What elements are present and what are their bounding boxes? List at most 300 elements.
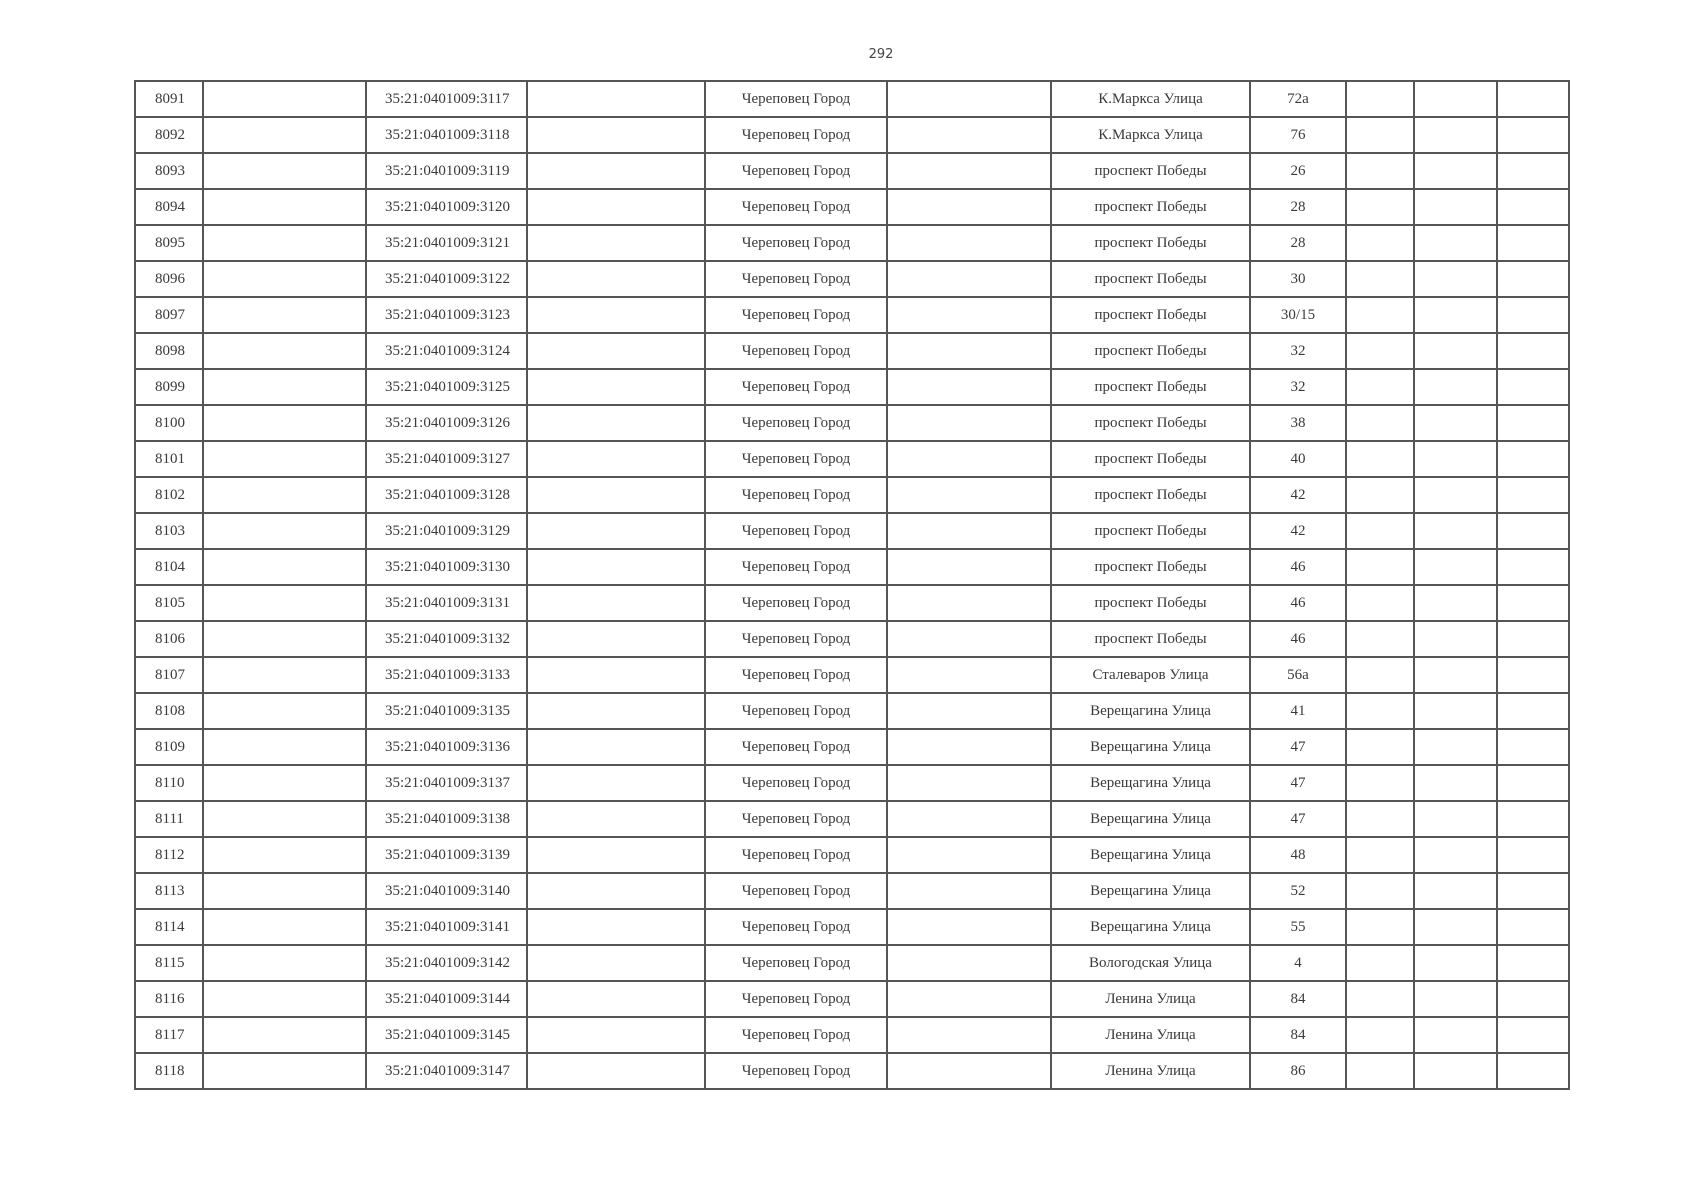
empty-cell xyxy=(1497,549,1569,585)
empty-cell xyxy=(203,261,366,297)
cadastral-number-cell: 35:21:0401009:3125 xyxy=(366,369,527,405)
empty-cell xyxy=(887,1053,1051,1089)
empty-cell xyxy=(203,297,366,333)
empty-cell xyxy=(1346,1017,1414,1053)
row-number-cell: 8098 xyxy=(135,333,203,369)
table-row xyxy=(135,189,1569,225)
empty-cell xyxy=(1346,369,1414,405)
city-cell: Череповец Город xyxy=(705,765,887,801)
street-cell: проспект Победы xyxy=(1051,441,1250,477)
cadastral-number-cell: 35:21:0401009:3139 xyxy=(366,837,527,873)
empty-cell xyxy=(1414,405,1497,441)
city-cell: Череповец Город xyxy=(705,873,887,909)
empty-cell xyxy=(1497,801,1569,837)
table-row xyxy=(135,693,1569,729)
empty-cell xyxy=(887,837,1051,873)
empty-cell xyxy=(1497,729,1569,765)
empty-cell xyxy=(1346,189,1414,225)
empty-cell xyxy=(887,261,1051,297)
cadastral-number-cell: 35:21:0401009:3131 xyxy=(366,585,527,621)
house-number-cell: 32 xyxy=(1250,333,1346,369)
house-number-cell: 40 xyxy=(1250,441,1346,477)
cadastral-number-cell: 35:21:0401009:3145 xyxy=(366,1017,527,1053)
empty-cell xyxy=(1497,873,1569,909)
row-number-cell: 8096 xyxy=(135,261,203,297)
empty-cell xyxy=(1497,621,1569,657)
empty-cell xyxy=(203,405,366,441)
empty-cell xyxy=(527,1053,705,1089)
house-number-cell: 30 xyxy=(1250,261,1346,297)
row-number-cell: 8103 xyxy=(135,513,203,549)
empty-cell xyxy=(1414,333,1497,369)
cadastral-number-cell: 35:21:0401009:3136 xyxy=(366,729,527,765)
cadastral-number-cell: 35:21:0401009:3121 xyxy=(366,225,527,261)
empty-cell xyxy=(887,765,1051,801)
empty-cell xyxy=(1414,909,1497,945)
empty-cell xyxy=(1414,729,1497,765)
street-cell: Ленина Улица xyxy=(1051,1017,1250,1053)
empty-cell xyxy=(527,477,705,513)
empty-cell xyxy=(1414,585,1497,621)
street-cell: Верещагина Улица xyxy=(1051,801,1250,837)
street-cell: Ленина Улица xyxy=(1051,1053,1250,1089)
empty-cell xyxy=(1346,117,1414,153)
empty-cell xyxy=(1497,1017,1569,1053)
empty-cell xyxy=(203,909,366,945)
empty-cell xyxy=(1346,981,1414,1017)
cadastral-number-cell: 35:21:0401009:3120 xyxy=(366,189,527,225)
row-number-cell: 8114 xyxy=(135,909,203,945)
house-number-cell: 76 xyxy=(1250,117,1346,153)
empty-cell xyxy=(527,81,705,117)
empty-cell xyxy=(203,81,366,117)
house-number-cell: 47 xyxy=(1250,765,1346,801)
table-row xyxy=(135,477,1569,513)
empty-cell xyxy=(1346,837,1414,873)
row-number-cell: 8118 xyxy=(135,1053,203,1089)
empty-cell xyxy=(1414,657,1497,693)
empty-cell xyxy=(887,81,1051,117)
row-number-cell: 8106 xyxy=(135,621,203,657)
empty-cell xyxy=(1346,729,1414,765)
empty-cell xyxy=(1414,513,1497,549)
table-row xyxy=(135,441,1569,477)
empty-cell xyxy=(887,657,1051,693)
street-cell: Ленина Улица xyxy=(1051,981,1250,1017)
empty-cell xyxy=(887,369,1051,405)
city-cell: Череповец Город xyxy=(705,81,887,117)
empty-cell xyxy=(203,729,366,765)
row-number-cell: 8099 xyxy=(135,369,203,405)
empty-cell xyxy=(1346,549,1414,585)
empty-cell xyxy=(887,873,1051,909)
empty-cell xyxy=(203,225,366,261)
empty-cell xyxy=(887,909,1051,945)
house-number-cell: 84 xyxy=(1250,981,1346,1017)
city-cell: Череповец Город xyxy=(705,369,887,405)
house-number-cell: 41 xyxy=(1250,693,1346,729)
cadastral-number-cell: 35:21:0401009:3135 xyxy=(366,693,527,729)
street-cell: проспект Победы xyxy=(1051,261,1250,297)
row-number-cell: 8104 xyxy=(135,549,203,585)
street-cell: Верещагина Улица xyxy=(1051,873,1250,909)
city-cell: Череповец Город xyxy=(705,117,887,153)
empty-cell xyxy=(1497,981,1569,1017)
empty-cell xyxy=(527,441,705,477)
empty-cell xyxy=(527,405,705,441)
empty-cell xyxy=(1497,153,1569,189)
empty-cell xyxy=(887,729,1051,765)
table-row xyxy=(135,153,1569,189)
empty-cell xyxy=(527,117,705,153)
street-cell: проспект Победы xyxy=(1051,225,1250,261)
empty-cell xyxy=(1346,513,1414,549)
empty-cell xyxy=(527,1017,705,1053)
empty-cell xyxy=(203,657,366,693)
house-number-cell: 32 xyxy=(1250,369,1346,405)
street-cell: Верещагина Улица xyxy=(1051,729,1250,765)
table-row xyxy=(135,729,1569,765)
row-number-cell: 8113 xyxy=(135,873,203,909)
empty-cell xyxy=(1346,297,1414,333)
empty-cell xyxy=(887,549,1051,585)
empty-cell xyxy=(527,297,705,333)
empty-cell xyxy=(1346,477,1414,513)
empty-cell xyxy=(1346,585,1414,621)
city-cell: Череповец Город xyxy=(705,621,887,657)
empty-cell xyxy=(1414,477,1497,513)
cadastral-number-cell: 35:21:0401009:3144 xyxy=(366,981,527,1017)
table-row xyxy=(135,369,1569,405)
empty-cell xyxy=(203,837,366,873)
street-cell: проспект Победы xyxy=(1051,153,1250,189)
city-cell: Череповец Город xyxy=(705,693,887,729)
table-row xyxy=(135,333,1569,369)
city-cell: Череповец Город xyxy=(705,837,887,873)
house-number-cell: 48 xyxy=(1250,837,1346,873)
empty-cell xyxy=(203,765,366,801)
city-cell: Череповец Город xyxy=(705,1053,887,1089)
empty-cell xyxy=(1414,81,1497,117)
empty-cell xyxy=(1414,153,1497,189)
row-number-cell: 8105 xyxy=(135,585,203,621)
empty-cell xyxy=(1414,873,1497,909)
street-cell: проспект Победы xyxy=(1051,333,1250,369)
row-number-cell: 8108 xyxy=(135,693,203,729)
street-cell: Верещагина Улица xyxy=(1051,837,1250,873)
empty-cell xyxy=(1346,405,1414,441)
empty-cell xyxy=(1346,765,1414,801)
cadastral-number-cell: 35:21:0401009:3130 xyxy=(366,549,527,585)
cadastral-number-cell: 35:21:0401009:3128 xyxy=(366,477,527,513)
city-cell: Череповец Город xyxy=(705,225,887,261)
empty-cell xyxy=(887,153,1051,189)
empty-cell xyxy=(1497,369,1569,405)
empty-cell xyxy=(1346,441,1414,477)
city-cell: Череповец Город xyxy=(705,909,887,945)
empty-cell xyxy=(1414,765,1497,801)
empty-cell xyxy=(1414,837,1497,873)
empty-cell xyxy=(1414,1053,1497,1089)
row-number-cell: 8115 xyxy=(135,945,203,981)
house-number-cell: 46 xyxy=(1250,621,1346,657)
empty-cell xyxy=(527,693,705,729)
empty-cell xyxy=(1414,297,1497,333)
table-row xyxy=(135,981,1569,1017)
empty-cell xyxy=(1497,765,1569,801)
registry-table xyxy=(134,80,1570,1090)
empty-cell xyxy=(1414,441,1497,477)
empty-cell xyxy=(887,801,1051,837)
cadastral-number-cell: 35:21:0401009:3140 xyxy=(366,873,527,909)
empty-cell xyxy=(527,333,705,369)
empty-cell xyxy=(1346,153,1414,189)
street-cell: Верещагина Улица xyxy=(1051,693,1250,729)
house-number-cell: 52 xyxy=(1250,873,1346,909)
empty-cell xyxy=(1497,117,1569,153)
cadastral-number-cell: 35:21:0401009:3118 xyxy=(366,117,527,153)
street-cell: Вологодская Улица xyxy=(1051,945,1250,981)
city-cell: Череповец Город xyxy=(705,297,887,333)
street-cell: проспект Победы xyxy=(1051,549,1250,585)
house-number-cell: 47 xyxy=(1250,729,1346,765)
empty-cell xyxy=(527,801,705,837)
empty-cell xyxy=(1497,477,1569,513)
empty-cell xyxy=(203,1053,366,1089)
empty-cell xyxy=(527,945,705,981)
empty-cell xyxy=(527,729,705,765)
empty-cell xyxy=(1346,81,1414,117)
empty-cell xyxy=(1497,657,1569,693)
table-row xyxy=(135,585,1569,621)
table-row xyxy=(135,117,1569,153)
empty-cell xyxy=(527,549,705,585)
row-number-cell: 8091 xyxy=(135,81,203,117)
empty-cell xyxy=(527,369,705,405)
table-body xyxy=(135,81,1569,1089)
city-cell: Череповец Город xyxy=(705,153,887,189)
empty-cell xyxy=(203,369,366,405)
house-number-cell: 56а xyxy=(1250,657,1346,693)
empty-cell xyxy=(203,441,366,477)
empty-cell xyxy=(1497,333,1569,369)
empty-cell xyxy=(1414,621,1497,657)
empty-cell xyxy=(1497,261,1569,297)
city-cell: Череповец Город xyxy=(705,585,887,621)
empty-cell xyxy=(1497,225,1569,261)
empty-cell xyxy=(527,837,705,873)
empty-cell xyxy=(1497,585,1569,621)
street-cell: Сталеваров Улица xyxy=(1051,657,1250,693)
row-number-cell: 8116 xyxy=(135,981,203,1017)
table-row xyxy=(135,297,1569,333)
empty-cell xyxy=(1497,945,1569,981)
empty-cell xyxy=(203,621,366,657)
house-number-cell: 42 xyxy=(1250,477,1346,513)
empty-cell xyxy=(203,513,366,549)
row-number-cell: 8093 xyxy=(135,153,203,189)
empty-cell xyxy=(1414,945,1497,981)
empty-cell xyxy=(527,225,705,261)
empty-cell xyxy=(1346,945,1414,981)
empty-cell xyxy=(527,261,705,297)
empty-cell xyxy=(527,621,705,657)
table-row xyxy=(135,261,1569,297)
empty-cell xyxy=(1414,1017,1497,1053)
empty-cell xyxy=(527,189,705,225)
empty-cell xyxy=(203,945,366,981)
cadastral-number-cell: 35:21:0401009:3117 xyxy=(366,81,527,117)
empty-cell xyxy=(1346,1053,1414,1089)
row-number-cell: 8107 xyxy=(135,657,203,693)
house-number-cell: 38 xyxy=(1250,405,1346,441)
cadastral-number-cell: 35:21:0401009:3133 xyxy=(366,657,527,693)
empty-cell xyxy=(1346,621,1414,657)
empty-cell xyxy=(203,693,366,729)
empty-cell xyxy=(527,873,705,909)
table-row xyxy=(135,81,1569,117)
empty-cell xyxy=(1346,225,1414,261)
empty-cell xyxy=(1414,261,1497,297)
empty-cell xyxy=(1414,369,1497,405)
cadastral-number-cell: 35:21:0401009:3141 xyxy=(366,909,527,945)
empty-cell xyxy=(1414,117,1497,153)
house-number-cell: 4 xyxy=(1250,945,1346,981)
cadastral-number-cell: 35:21:0401009:3122 xyxy=(366,261,527,297)
house-number-cell: 47 xyxy=(1250,801,1346,837)
empty-cell xyxy=(1346,261,1414,297)
street-cell: К.Маркса Улица xyxy=(1051,117,1250,153)
empty-cell xyxy=(1497,297,1569,333)
street-cell: проспект Победы xyxy=(1051,621,1250,657)
cadastral-number-cell: 35:21:0401009:3129 xyxy=(366,513,527,549)
empty-cell xyxy=(1497,693,1569,729)
empty-cell xyxy=(1497,909,1569,945)
empty-cell xyxy=(887,1017,1051,1053)
empty-cell xyxy=(203,981,366,1017)
empty-cell xyxy=(527,153,705,189)
house-number-cell: 55 xyxy=(1250,909,1346,945)
street-cell: Верещагина Улица xyxy=(1051,765,1250,801)
row-number-cell: 8101 xyxy=(135,441,203,477)
row-number-cell: 8102 xyxy=(135,477,203,513)
cadastral-number-cell: 35:21:0401009:3142 xyxy=(366,945,527,981)
table-row xyxy=(135,1017,1569,1053)
table-row xyxy=(135,225,1569,261)
empty-cell xyxy=(527,909,705,945)
row-number-cell: 8097 xyxy=(135,297,203,333)
house-number-cell: 72а xyxy=(1250,81,1346,117)
street-cell: Верещагина Улица xyxy=(1051,909,1250,945)
table-row xyxy=(135,873,1569,909)
empty-cell xyxy=(1346,801,1414,837)
empty-cell xyxy=(887,477,1051,513)
empty-cell xyxy=(203,153,366,189)
house-number-cell: 28 xyxy=(1250,225,1346,261)
empty-cell xyxy=(1414,189,1497,225)
empty-cell xyxy=(203,873,366,909)
empty-cell xyxy=(1497,189,1569,225)
cadastral-number-cell: 35:21:0401009:3119 xyxy=(366,153,527,189)
house-number-cell: 42 xyxy=(1250,513,1346,549)
house-number-cell: 26 xyxy=(1250,153,1346,189)
empty-cell xyxy=(1497,405,1569,441)
cadastral-number-cell: 35:21:0401009:3138 xyxy=(366,801,527,837)
empty-cell xyxy=(203,477,366,513)
city-cell: Череповец Город xyxy=(705,477,887,513)
empty-cell xyxy=(203,801,366,837)
street-cell: К.Маркса Улица xyxy=(1051,81,1250,117)
empty-cell xyxy=(887,981,1051,1017)
row-number-cell: 8092 xyxy=(135,117,203,153)
empty-cell xyxy=(887,693,1051,729)
row-number-cell: 8112 xyxy=(135,837,203,873)
table-row xyxy=(135,405,1569,441)
empty-cell xyxy=(527,585,705,621)
cadastral-number-cell: 35:21:0401009:3137 xyxy=(366,765,527,801)
city-cell: Череповец Город xyxy=(705,513,887,549)
page-number: 292 xyxy=(868,47,894,62)
empty-cell xyxy=(1497,837,1569,873)
row-number-cell: 8094 xyxy=(135,189,203,225)
empty-cell xyxy=(1346,873,1414,909)
house-number-cell: 28 xyxy=(1250,189,1346,225)
cadastral-number-cell: 35:21:0401009:3127 xyxy=(366,441,527,477)
empty-cell xyxy=(887,333,1051,369)
table-row xyxy=(135,1053,1569,1089)
table-row xyxy=(135,909,1569,945)
empty-cell xyxy=(1497,441,1569,477)
empty-cell xyxy=(1414,801,1497,837)
empty-cell xyxy=(1414,693,1497,729)
empty-cell xyxy=(887,945,1051,981)
cadastral-number-cell: 35:21:0401009:3123 xyxy=(366,297,527,333)
empty-cell xyxy=(887,405,1051,441)
empty-cell xyxy=(1497,81,1569,117)
table-row xyxy=(135,801,1569,837)
cadastral-number-cell: 35:21:0401009:3132 xyxy=(366,621,527,657)
empty-cell xyxy=(1497,1053,1569,1089)
house-number-cell: 46 xyxy=(1250,549,1346,585)
empty-cell xyxy=(1414,225,1497,261)
empty-cell xyxy=(1414,549,1497,585)
empty-cell xyxy=(203,333,366,369)
empty-cell xyxy=(1346,333,1414,369)
city-cell: Череповец Город xyxy=(705,729,887,765)
empty-cell xyxy=(887,585,1051,621)
row-number-cell: 8111 xyxy=(135,801,203,837)
street-cell: проспект Победы xyxy=(1051,297,1250,333)
empty-cell xyxy=(887,117,1051,153)
empty-cell xyxy=(527,513,705,549)
empty-cell xyxy=(1497,513,1569,549)
empty-cell xyxy=(203,189,366,225)
empty-cell xyxy=(527,765,705,801)
cadastral-number-cell: 35:21:0401009:3124 xyxy=(366,333,527,369)
city-cell: Череповец Город xyxy=(705,333,887,369)
empty-cell xyxy=(1414,981,1497,1017)
table-row xyxy=(135,765,1569,801)
empty-cell xyxy=(887,189,1051,225)
city-cell: Череповец Город xyxy=(705,261,887,297)
table-row xyxy=(135,657,1569,693)
row-number-cell: 8109 xyxy=(135,729,203,765)
cadastral-number-cell: 35:21:0401009:3126 xyxy=(366,405,527,441)
city-cell: Череповец Город xyxy=(705,945,887,981)
empty-cell xyxy=(203,585,366,621)
street-cell: проспект Победы xyxy=(1051,369,1250,405)
empty-cell xyxy=(527,981,705,1017)
